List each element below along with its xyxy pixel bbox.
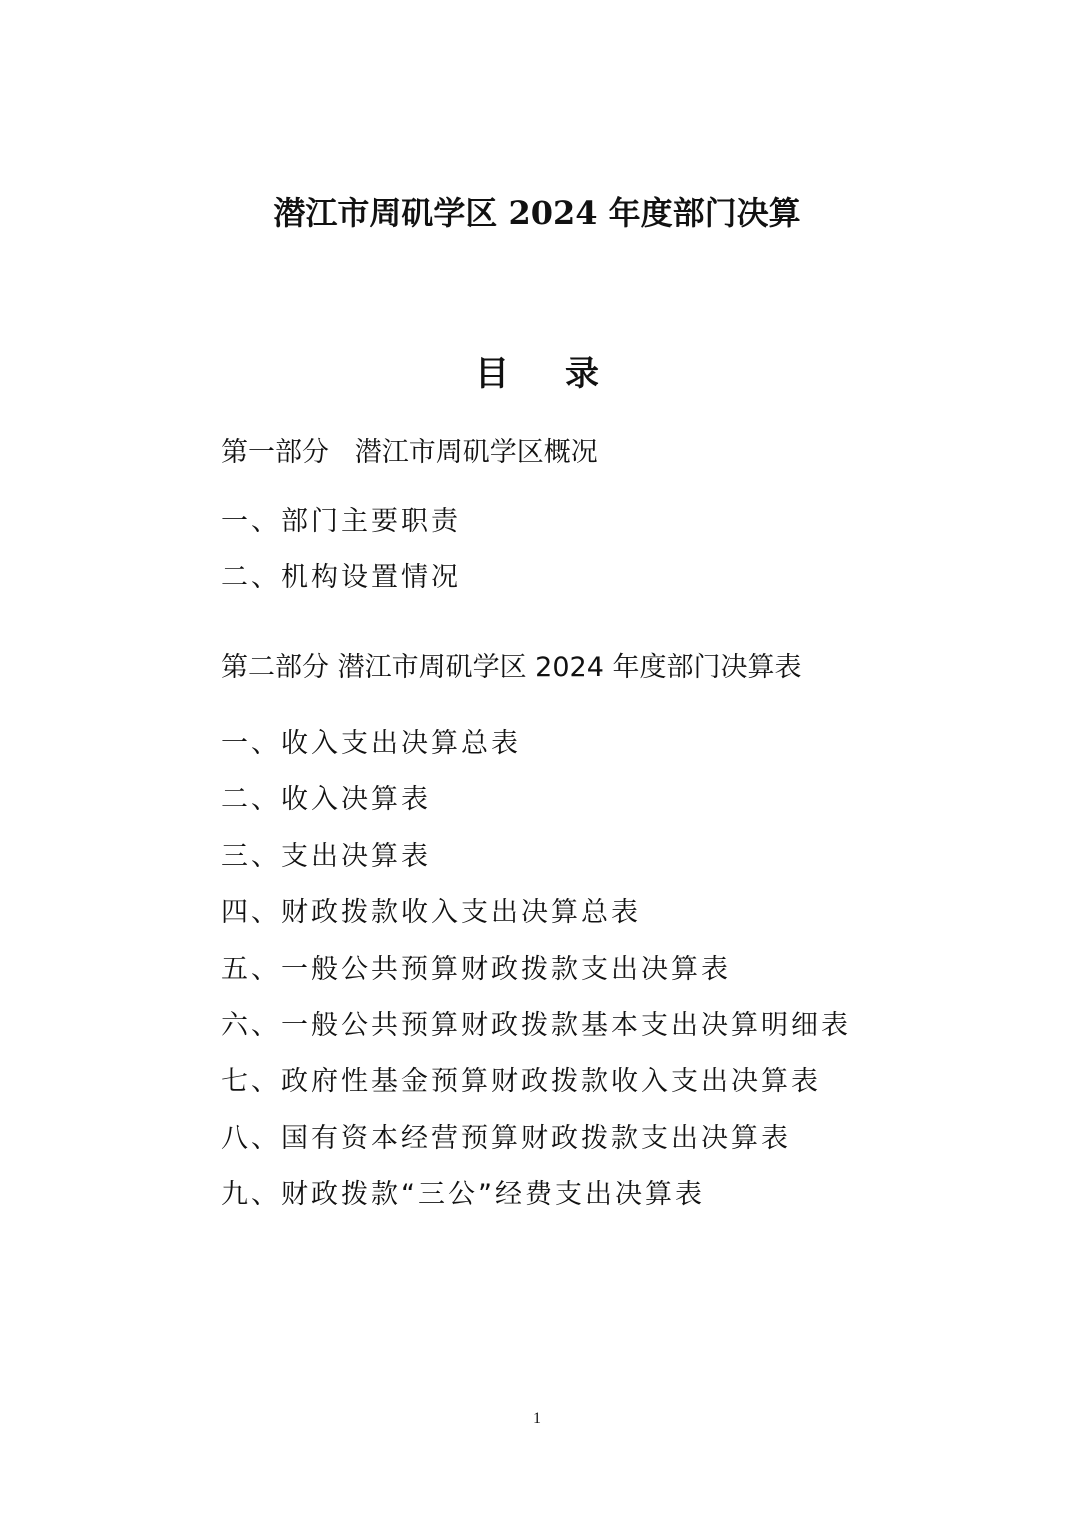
- part1-heading: 第一部分 潜江市周矶学区概况: [221, 437, 598, 468]
- toc-item: 七、政府性基金预算财政拨款收入支出决算表: [221, 1066, 821, 1097]
- document-title: 潜江市周矶学区 2024 年度部门决算: [273, 194, 801, 232]
- toc-item: 九、财政拨款“三公”经费支出决算表: [221, 1179, 705, 1210]
- toc-item: 三、支出决算表: [221, 841, 431, 872]
- toc-heading: 目录: [475, 354, 655, 394]
- toc-item: 五、一般公共预算财政拨款支出决算表: [221, 954, 731, 985]
- toc-item: 八、国有资本经营预算财政拨款支出决算表: [221, 1123, 791, 1154]
- toc-item: 四、财政拨款收入支出决算总表: [221, 897, 641, 928]
- toc-item: 一、部门主要职责: [221, 506, 461, 537]
- part2-heading: 第二部分 潜江市周矶学区 2024 年度部门决算表: [221, 652, 802, 683]
- toc-item: 六、一般公共预算财政拨款基本支出决算明细表: [221, 1010, 851, 1041]
- toc-item: 二、机构设置情况: [221, 562, 461, 593]
- toc-item: 一、收入支出决算总表: [221, 728, 521, 759]
- page-number: 1: [533, 1410, 541, 1427]
- toc-item: 二、收入决算表: [221, 784, 431, 815]
